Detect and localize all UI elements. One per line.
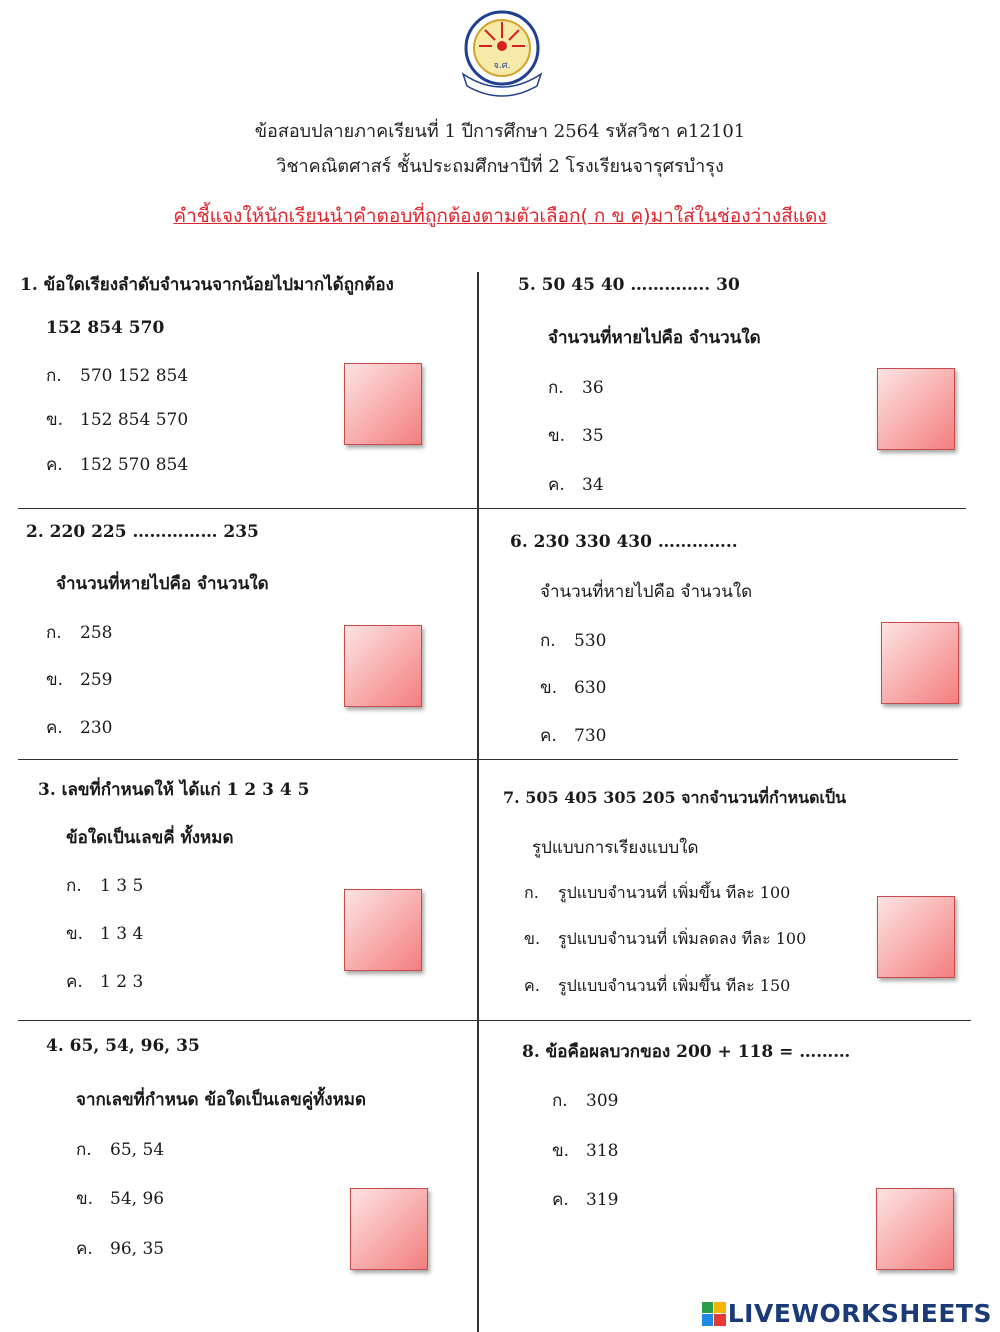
option-b: ข. 1 3 4 [66, 924, 144, 944]
question-prompt: จำนวนที่หายไปคือ จำนวนใด [540, 582, 753, 602]
liveworksheets-logo-icon [702, 1302, 726, 1326]
answer-box-q5[interactable] [877, 368, 955, 450]
brand-name: LIVEWORKSHEETS [727, 1299, 992, 1328]
option-a: ก. 1 3 5 [66, 876, 144, 896]
option-b: ข. 630 [540, 678, 607, 698]
option-a: ก. 309 [552, 1091, 619, 1111]
question-prompt: ข้อใดเป็นเลขคี่ ทั้งหมด [66, 828, 234, 848]
option-c: ค. 230 [46, 718, 113, 738]
option-c: ค. 152 570 854 [46, 455, 189, 475]
question-prompt: รูปแบบการเรียงแบบใด [532, 838, 699, 858]
answer-box-q3[interactable] [344, 889, 422, 971]
answer-box-q7[interactable] [877, 896, 955, 978]
question-title: 2. 220 225 …………… 235 [26, 522, 259, 542]
row-divider [18, 759, 958, 760]
answer-box-q6[interactable] [881, 622, 959, 704]
question-title: 8. ข้อคือผลบวกของ 200 + 118 = ……… [522, 1042, 851, 1062]
answer-box-q4[interactable] [350, 1188, 428, 1270]
question-title: 1. ข้อใดเรียงลำดับจำนวนจากน้อยไปมากได้ถูกต้อง [20, 275, 394, 295]
option-c: ค. 319 [552, 1190, 619, 1210]
answer-box-q1[interactable] [344, 363, 422, 445]
option-a: ก. 258 [46, 623, 113, 643]
column-divider [477, 272, 479, 1332]
option-b: ข. รูปแบบจำนวนที่ เพิ่มลดลง ทีละ 100 [524, 929, 807, 948]
option-b: ข. 318 [552, 1141, 619, 1161]
option-a: ก. 570 152 854 [46, 366, 189, 386]
question-title: 7. 505 405 305 205 จากจำนวนที่กำหนดเป็น [503, 788, 847, 807]
option-a: ก. 530 [540, 631, 607, 651]
answer-box-q2[interactable] [344, 625, 422, 707]
instruction-text: คำชี้แจงให้นักเรียนนำคำตอบที่ถูกต้องตามตัวเลือก( ก ข ค)มาใส่ในช่องว่างสีแดง [173, 205, 827, 227]
row-divider [18, 508, 966, 509]
option-c: ค. 34 [548, 475, 604, 495]
question-title: 5. 50 45 40 ………….. 30 [518, 275, 740, 295]
question-title: 4. 65, 54, 96, 35 [46, 1036, 200, 1056]
question-title: 3. เลขที่กำหนดให้ ได้แก่ 1 2 3 4 5 [38, 780, 310, 800]
question-prompt: จำนวนที่หายไปคือ จำนวนใด [56, 574, 269, 594]
question-title: 6. 230 330 430 ………….. [510, 532, 738, 552]
option-b: ข. 152 854 570 [46, 410, 189, 430]
option-a: ก. 36 [548, 378, 604, 398]
option-c: ค. 1 2 3 [66, 972, 144, 992]
question-numbers: 152 854 570 [46, 318, 165, 338]
question-prompt: จากเลขที่กำหนด ข้อใดเป็นเลขคู่ทั้งหมด [76, 1090, 367, 1110]
answer-box-q8[interactable] [876, 1188, 954, 1270]
row-divider [18, 1020, 971, 1021]
option-b: ข. 35 [548, 426, 604, 446]
option-c: ค. รูปแบบจำนวนที่ เพิ่มขึ้น ทีละ 150 [524, 976, 791, 995]
option-a: ก. 65, 54 [76, 1140, 165, 1160]
option-b: ข. 259 [46, 670, 113, 690]
exam-title: ข้อสอบปลายภาคเรียนที่ 1 ปีการศึกษา 2564 รหัสวิชา ค12101 [254, 121, 746, 142]
option-c: ค. 730 [540, 726, 607, 746]
school-logo [455, 8, 549, 98]
liveworksheets-brand[interactable] [702, 1299, 992, 1328]
logo-text: จ.ศ. [493, 61, 511, 71]
option-a: ก. รูปแบบจำนวนที่ เพิ่มขึ้น ทีละ 100 [524, 883, 791, 902]
option-c: ค. 96, 35 [76, 1239, 165, 1259]
exam-subtitle: วิชาคณิตศาสร์ ชั้นประถมศึกษาปีที่ 2 โรงเรียนจารุศรบำรุง [276, 156, 724, 177]
question-prompt: จำนวนที่หายไปคือ จำนวนใด [548, 328, 761, 348]
option-b: ข. 54, 96 [76, 1189, 165, 1209]
